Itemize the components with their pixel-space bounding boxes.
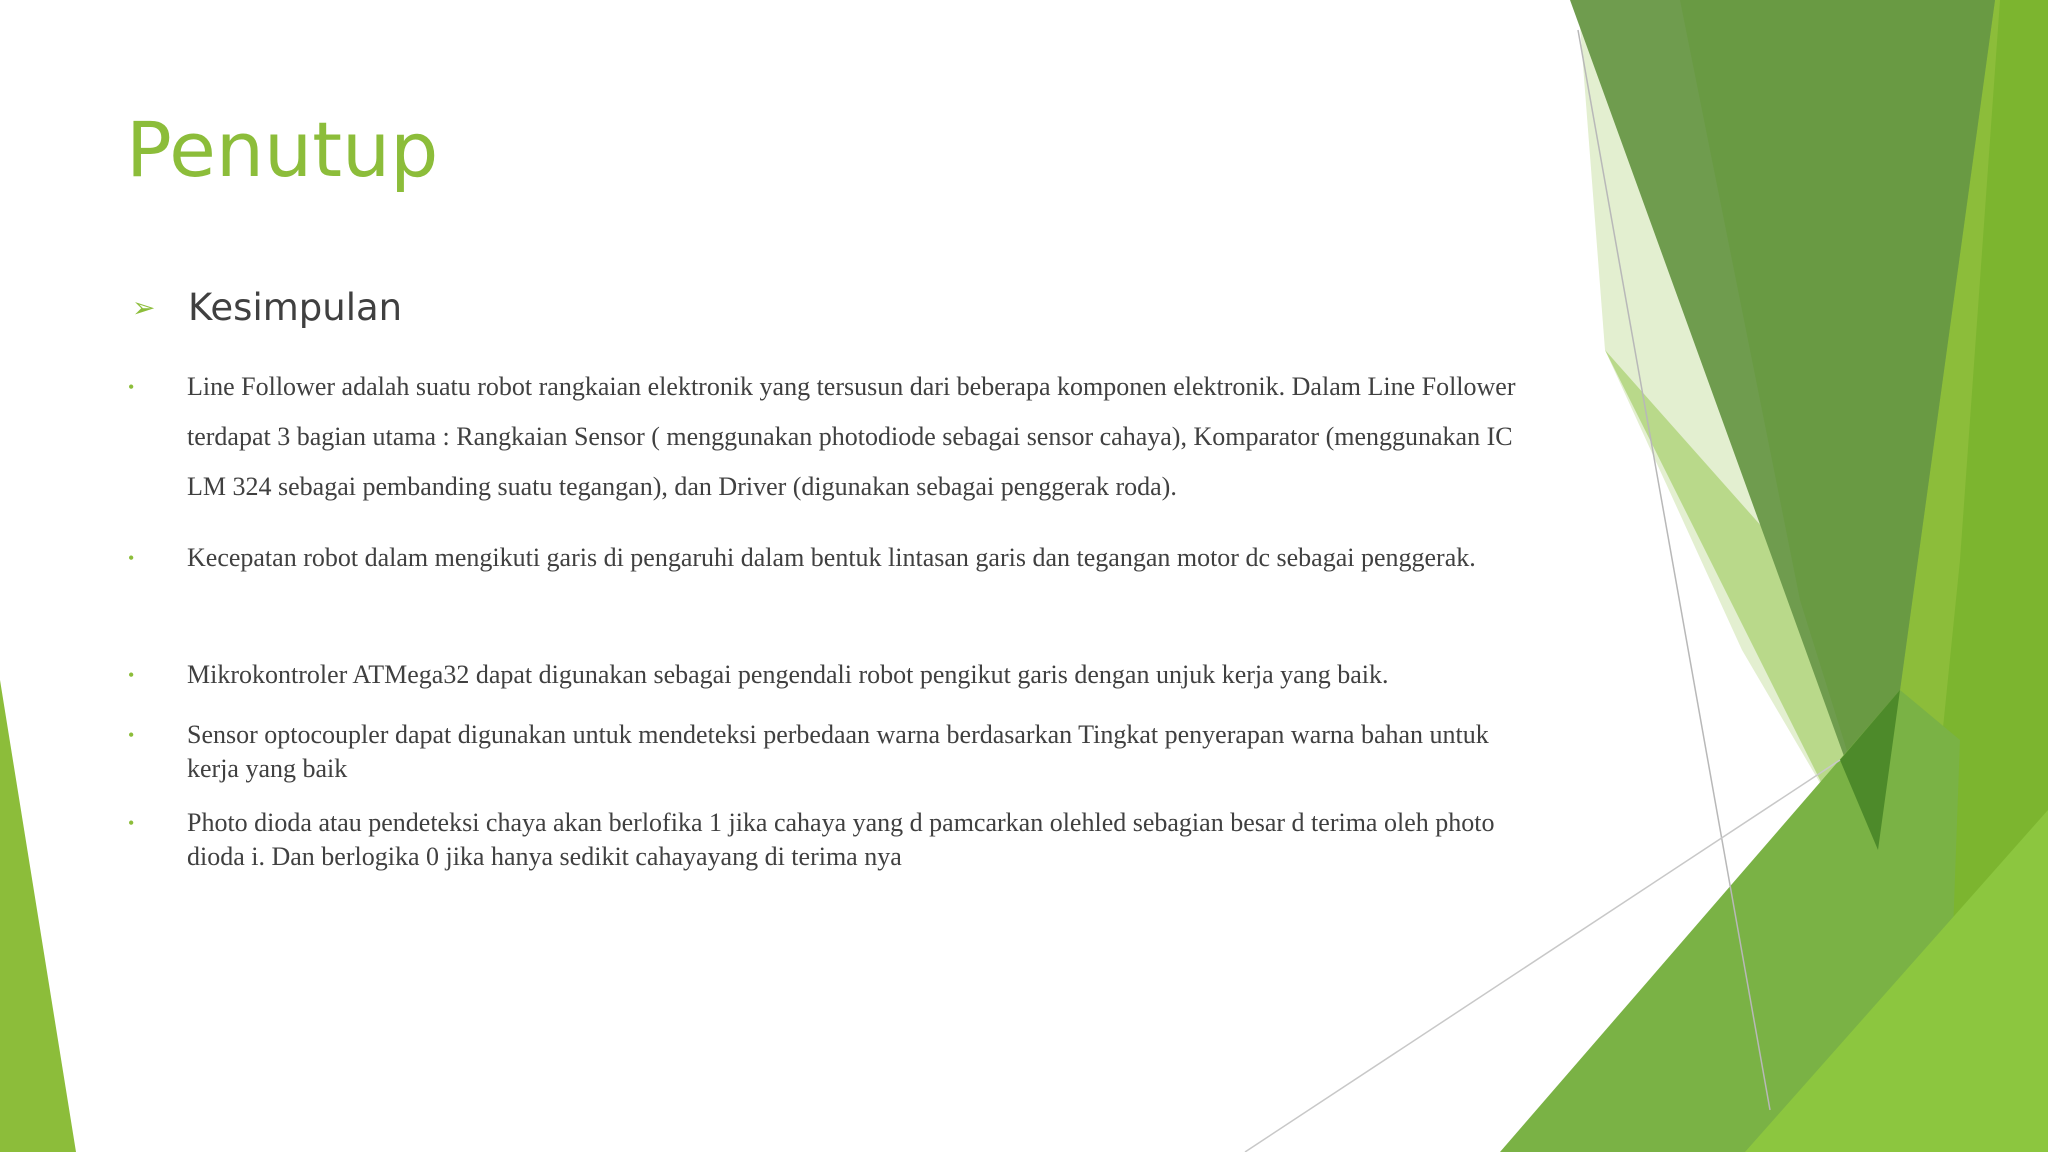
list-item: [128, 533, 1528, 583]
dot-bullet-icon: •: [128, 725, 135, 745]
list-item-text: Sensor optocoupler dapat digunakan untuk mendeteksi perbedaan warna berdasarkan Tingkat penyerapan warna bahan untuk kerja yang baik: [187, 720, 1489, 783]
arrowhead-bullet-icon: ➢: [132, 291, 156, 324]
section-heading: [132, 286, 402, 329]
dot-bullet-icon: •: [128, 813, 135, 833]
dot-bullet-icon: •: [128, 548, 135, 568]
list-item: [128, 806, 1528, 874]
list-item: [128, 362, 1528, 512]
dot-bullet-icon: •: [128, 377, 135, 397]
left-green-triangle: [0, 680, 76, 1152]
section-heading-label: Kesimpulan: [188, 286, 403, 329]
slide-title: Penutup: [126, 105, 439, 194]
dot-bullet-icon: •: [128, 665, 135, 685]
list-item-text: Photo dioda atau pendeteksi chaya akan berlofika 1 jika cahaya yang d pamcarkan olehled sebagian besar d terima oleh photo dioda i. Dan berlogika 0 jika hanya sedikit cahayayang di terima nya: [187, 808, 1495, 871]
list-item-text: Kecepatan robot dalam mengikuti garis di pengaruhi dalam bentuk lintasan garis dan tegangan motor dc sebagai penggerak.: [187, 543, 1476, 572]
list-item: [128, 654, 1528, 696]
list-item: [128, 718, 1528, 786]
list-item-text: Line Follower adalah suatu robot rangkaian elektronik yang tersusun dari beberapa komponen elektronik. Dalam Line Follower terdapat 3 bagian utama : Rangkaian Sensor ( menggunakan photodiode sebagai sensor cahaya), Komparator (menggunakan IC LM 324 sebagai pembanding suatu tegangan), dan Driver (digunakan sebagai penggerak roda).: [187, 372, 1516, 501]
list-item-text: Mikrokontroler ATMega32 dapat digunakan sebagai pengendali robot pengikut garis dengan unjuk kerja yang baik.: [187, 660, 1389, 689]
